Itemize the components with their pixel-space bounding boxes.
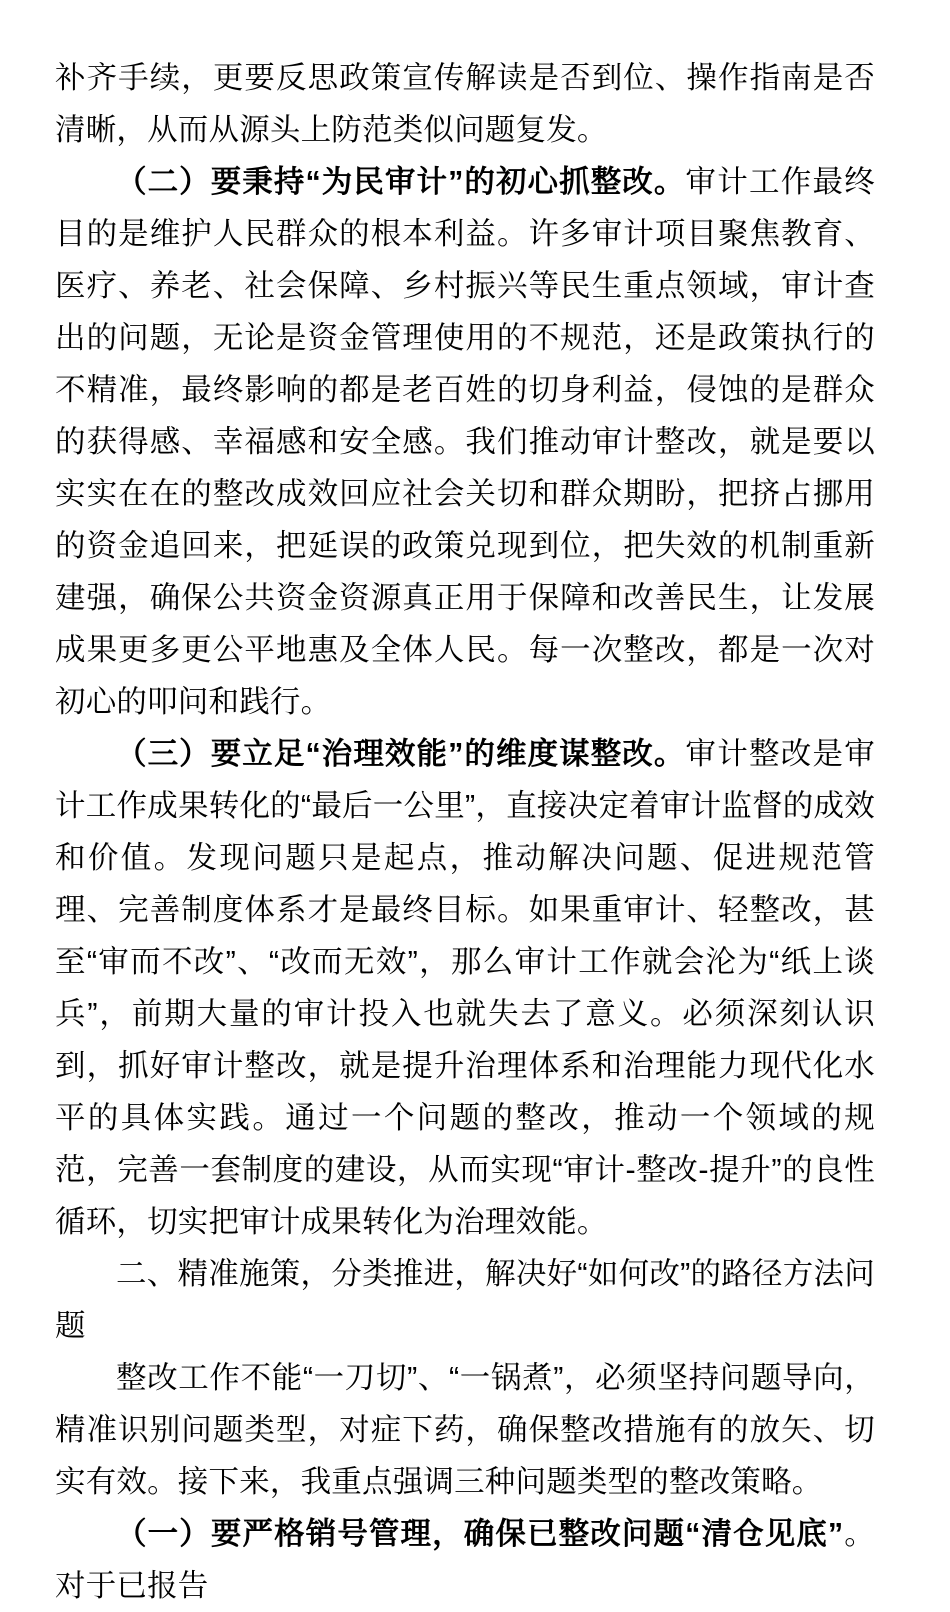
text-run-1-1: 审计工作最终目的是维护人民群众的根本利益。许多审计项目聚焦教育、医疗、养老、社会保障、乡村振兴等民生重点领域，审计查出的问题，无论是资金管理使用的不规范，还是政策执行的不精准，最终影响的都是老百姓的切身利益，侵蚀的是群众的获得感、幸福感和安全感。我们推动审计整改，就是要以实实在在的整改成效回应社会关切和群众期盼，把挤占挪用的资金追回来，把延误的政策兑现到位，把失效的机制重新建强，确保公共资金资源真正用于保障和改善民生，让发展成果更多更公平地惠及全体人民。每一次整改，都是一次对初心的叩问和践行。 [55, 165, 875, 719]
text-run-2-1: 审计整改是审计工作成果转化的“最后一公里”，直接决定着审计监督的成效和价值。发现问题只是起点，推动解决问题、促进规范管理、完善制度体系才是最终目标。如果重审计、轻整改，甚至“审而不改”、“改而无效”，那么审计工作就会沦为“纸上谈兵”，前期大量的审计投入也就失去了意义。必须深刻认识到，抓好审计整改，就是提升治理体系和治理能力现代化水平的具体实践。通过一个问题的整改，推动一个领域的规范，完善一套制度的建设，从而实现“审计-整改-提升”的良性循环，切实把审计成果转化为治理效能。 [55, 737, 875, 1239]
para-section-2-intro [55, 1352, 875, 1508]
text-run-5-1: 。对于已报告 [55, 1517, 876, 1603]
bold-run-5-0: （一）要严格销号管理，确保已整改问题“清仓见底” [116, 1517, 844, 1551]
para-section-1-3 [55, 728, 875, 1248]
para-continued-top [55, 52, 875, 156]
bold-run-2-0: （三）要立足“治理效能”的维度谋整改。 [116, 737, 686, 771]
bold-run-1-0: （二）要秉持“为民审计”的初心抓整改。 [116, 165, 686, 199]
text-run-3-0: 二、精准施策，分类推进，解决好“如何改”的路径方法问题 [55, 1257, 875, 1343]
text-run-4-0: 整改工作不能“一刀切”、“一锅煮”，必须坚持问题导向，精准识别问题类型，对症下药，确保整改措施有的放矢、切实有效。接下来，我重点强调三种问题类型的整改策略。 [55, 1361, 875, 1499]
document-body [55, 52, 875, 1612]
para-section-2-1 [55, 1508, 875, 1612]
heading-section-2 [55, 1248, 875, 1352]
para-section-1-2 [55, 156, 875, 728]
text-run-0-0: 补齐手续，更要反思政策宣传解读是否到位、操作指南是否清晰，从而从源头上防范类似问题复发。 [55, 61, 875, 147]
